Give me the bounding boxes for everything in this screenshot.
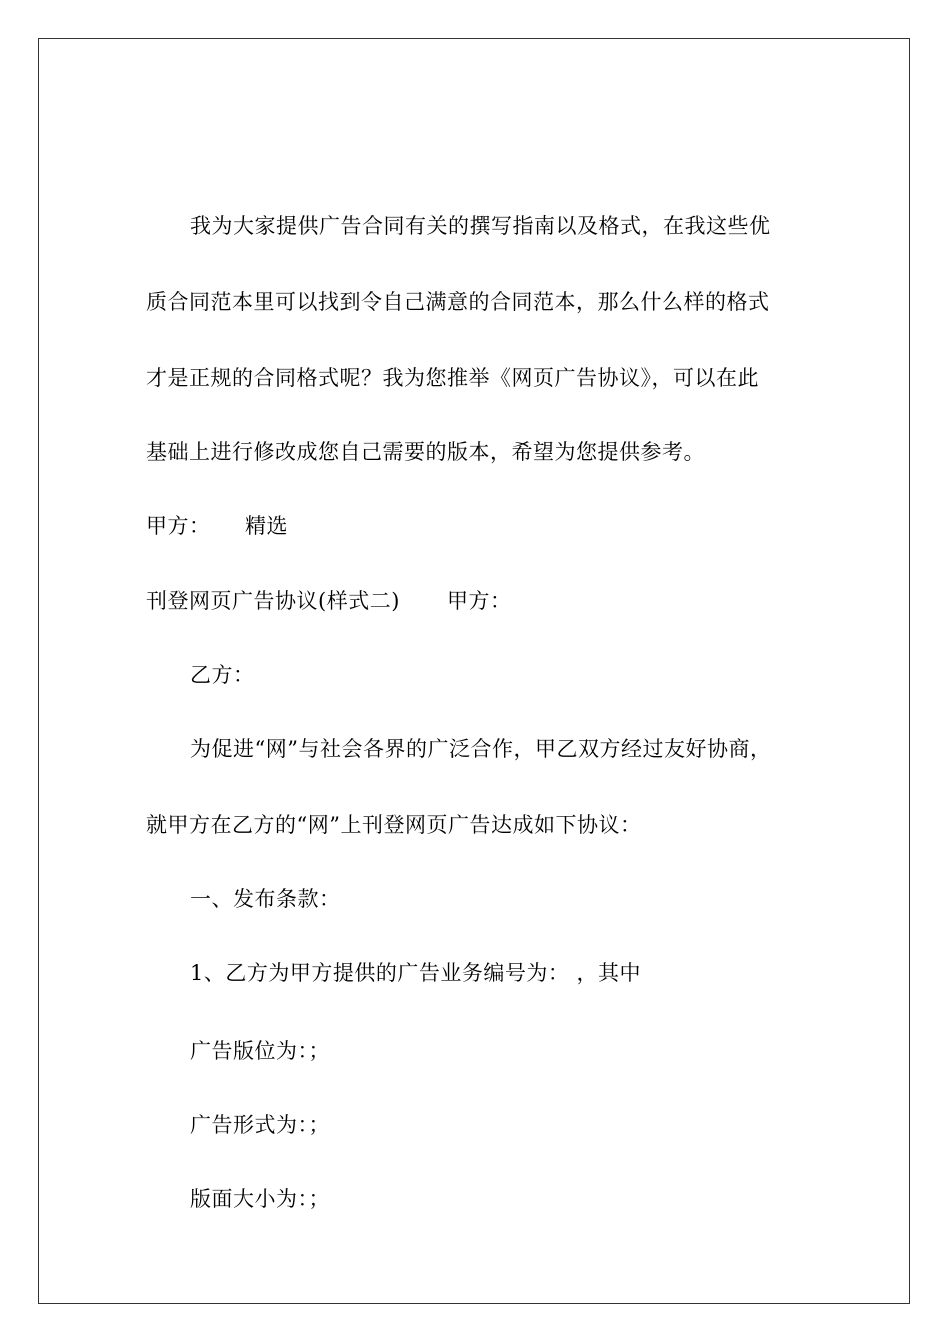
preamble-line-1: 为促进“网”与社会各界的广泛合作，甲乙双方经过友好协商， bbox=[190, 737, 772, 761]
title-line-party-a-label: 甲方： bbox=[447, 589, 512, 613]
agreement-title: 刊登网页广告协议(样式二) bbox=[146, 589, 400, 613]
party-a-value: 精选 bbox=[245, 514, 288, 538]
intro-paragraph-line-3: 才是正规的合同格式呢？我为您推举《网页广告协议》，可以在此 bbox=[146, 366, 759, 390]
section-1-heading: 一、发布条款： bbox=[190, 887, 341, 911]
intro-paragraph-line-1: 我为大家提供广告合同有关的撰写指南以及格式，在我这些优 bbox=[190, 214, 771, 238]
ad-size-field: 版面大小为：； bbox=[190, 1187, 330, 1211]
preamble-line-2: 就甲方在乙方的“网”上刊登网页广告达成如下协议： bbox=[146, 813, 642, 837]
ad-position-field: 广告版位为：； bbox=[190, 1039, 330, 1063]
clause-1: 1、乙方为甲方提供的广告业务编号为： ，其中 bbox=[190, 961, 642, 985]
intro-paragraph-line-2: 质合同范本里可以找到令自己满意的合同范本，那么什么样的格式 bbox=[146, 290, 770, 314]
party-a-label: 甲方： bbox=[146, 514, 211, 538]
ad-format-field: 广告形式为：； bbox=[190, 1113, 330, 1137]
party-b-label: 乙方： bbox=[190, 663, 255, 687]
intro-paragraph-line-4: 基础上进行修改成您自己需要的版本，希望为您提供参考。 bbox=[146, 440, 705, 464]
